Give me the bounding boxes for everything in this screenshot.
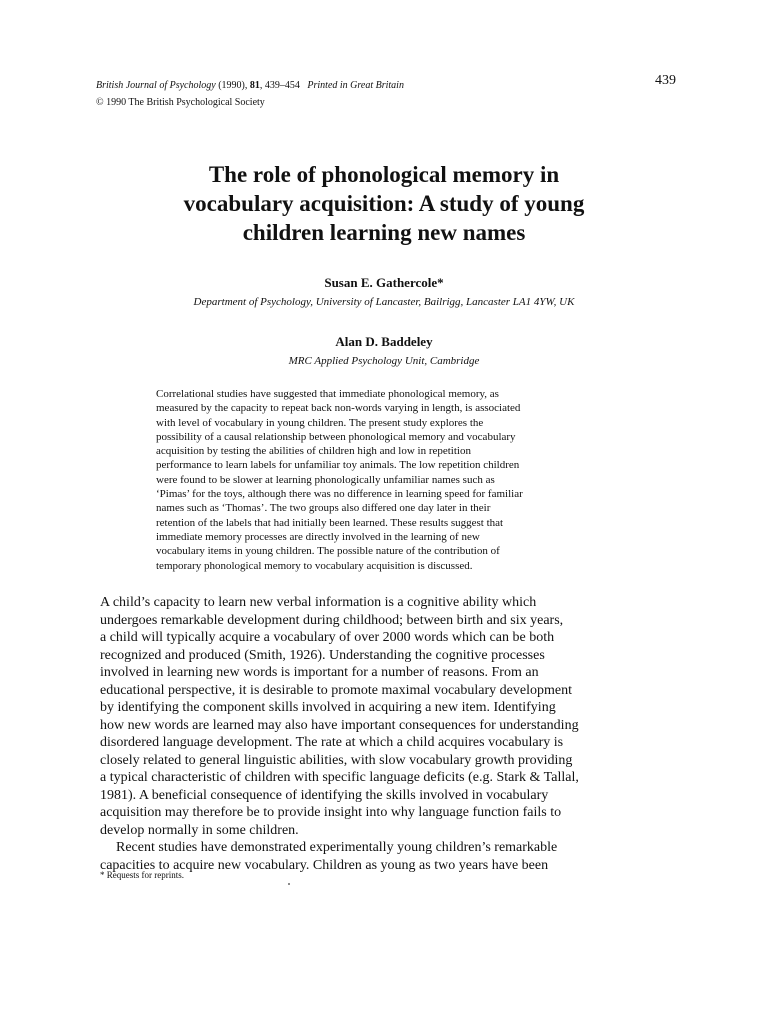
body-line: involved in learning new words is important for a number of reasons. From an — [100, 665, 539, 680]
volume-number: 81 — [249, 80, 260, 91]
paper-title — [96, 160, 672, 247]
body-text — [100, 594, 672, 874]
body-line: 1981). A beneficial consequence of identifying the skills involved in vocabulary — [100, 787, 549, 803]
journal-name: British Journal of Psychology — [96, 80, 216, 91]
body-line: recognized and produced (Smith, 1926). Understanding the cognitive processes — [100, 647, 545, 663]
abstract-line: ‘Pimas’ for the toys, although there was no difference in learning speed for familiar — [156, 488, 523, 501]
body-line: closely related to general linguistic abilities, with slow vocabulary growth providing — [100, 752, 573, 768]
abstract-line: retention of the labels that had initially been learned. These results suggest that — [156, 516, 504, 529]
body-line: educational perspective, it is desirable to promote maximal vocabulary development — [100, 682, 572, 698]
abstract-line: with level of vocabulary in young children. The present study explores the — [156, 416, 484, 429]
body-line: capacities to acquire new vocabulary. Children as young as two years have been — [100, 857, 549, 873]
body-line: how new words are learned may also have important consequences for understanding — [100, 717, 579, 733]
citation-year: (1990), — [215, 80, 250, 91]
page-number: 439 — [655, 73, 676, 88]
page-range: , 439–454 — [259, 80, 300, 91]
abstract-line: names such as ‘Thomas’. The two groups also differed one day later in their — [156, 502, 491, 515]
abstract-line: immediate memory processes are directly involved in the learning of new — [156, 530, 480, 543]
abstract-line: were found to be slower at learning phonologically unfamiliar names such as — [156, 473, 495, 486]
abstract-line: acquisition by testing the abilities of children high and low in repetition — [156, 445, 471, 458]
author-affiliation: Department of Psychology, University of Lancaster, Bailrigg, Lancaster LA1 4YW, UK — [193, 296, 575, 308]
abstract-line: possibility of a causal relationship between phonological memory and vocabulary — [156, 430, 516, 443]
author-name: Susan E. Gathercole* — [324, 275, 444, 290]
abstract-line: measured by the capacity to repeat back non-words varying in length, is associated — [156, 402, 521, 415]
abstract-line: performance to learn labels for unfamiliar toy animals. The low repetition children — [156, 459, 520, 472]
footnote: * Requests for reprints. — [100, 870, 184, 880]
printed-note: Printed in Great Britain — [307, 80, 404, 91]
body-line: a child will typically acquire a vocabulary of over 2000 words which can be both — [100, 630, 555, 645]
body-line: by identifying the component skills involved in acquiring a new item. Identifying — [100, 700, 556, 715]
copyright-line: © 1990 The British Psychological Society — [96, 97, 265, 108]
abstract-line: vocabulary items in young children. The possible nature of the contribution of — [156, 545, 500, 558]
body-line: A child’s capacity to learn new verbal information is a cognitive ability which — [100, 595, 537, 610]
body-line: develop normally in some children. — [100, 822, 299, 838]
abstract — [156, 387, 618, 573]
title-line: children learning new names — [242, 220, 526, 245]
running-header — [96, 73, 676, 111]
citation-line — [96, 77, 676, 94]
body-line: disordered language development. The rate at which a child acquires vocabulary is — [100, 735, 564, 750]
body-line: a typical characteristic of children with specific language deficits (e.g. Stark & Tallal, — [100, 770, 579, 785]
author-name: Alan D. Baddeley — [335, 334, 433, 349]
title-line: vocabulary acquisition: A study of young — [183, 191, 585, 216]
body-line: undergoes remarkable development during childhood; between birth and six years, — [100, 612, 564, 628]
print-speck — [288, 883, 290, 885]
body-line: acquisition may therefore be to provide insight into why language function fails to — [100, 805, 562, 820]
author-affiliation: MRC Applied Psychology Unit, Cambridge — [288, 355, 480, 367]
abstract-line: temporary phonological memory to vocabulary acquisition is discussed. — [156, 559, 473, 572]
title-line: The role of phonological memory in — [208, 162, 560, 187]
body-line: Recent studies have demonstrated experimentally young children’s remarkable — [116, 840, 558, 855]
abstract-line: Correlational studies have suggested that immediate phonological memory, as — [156, 388, 499, 400]
